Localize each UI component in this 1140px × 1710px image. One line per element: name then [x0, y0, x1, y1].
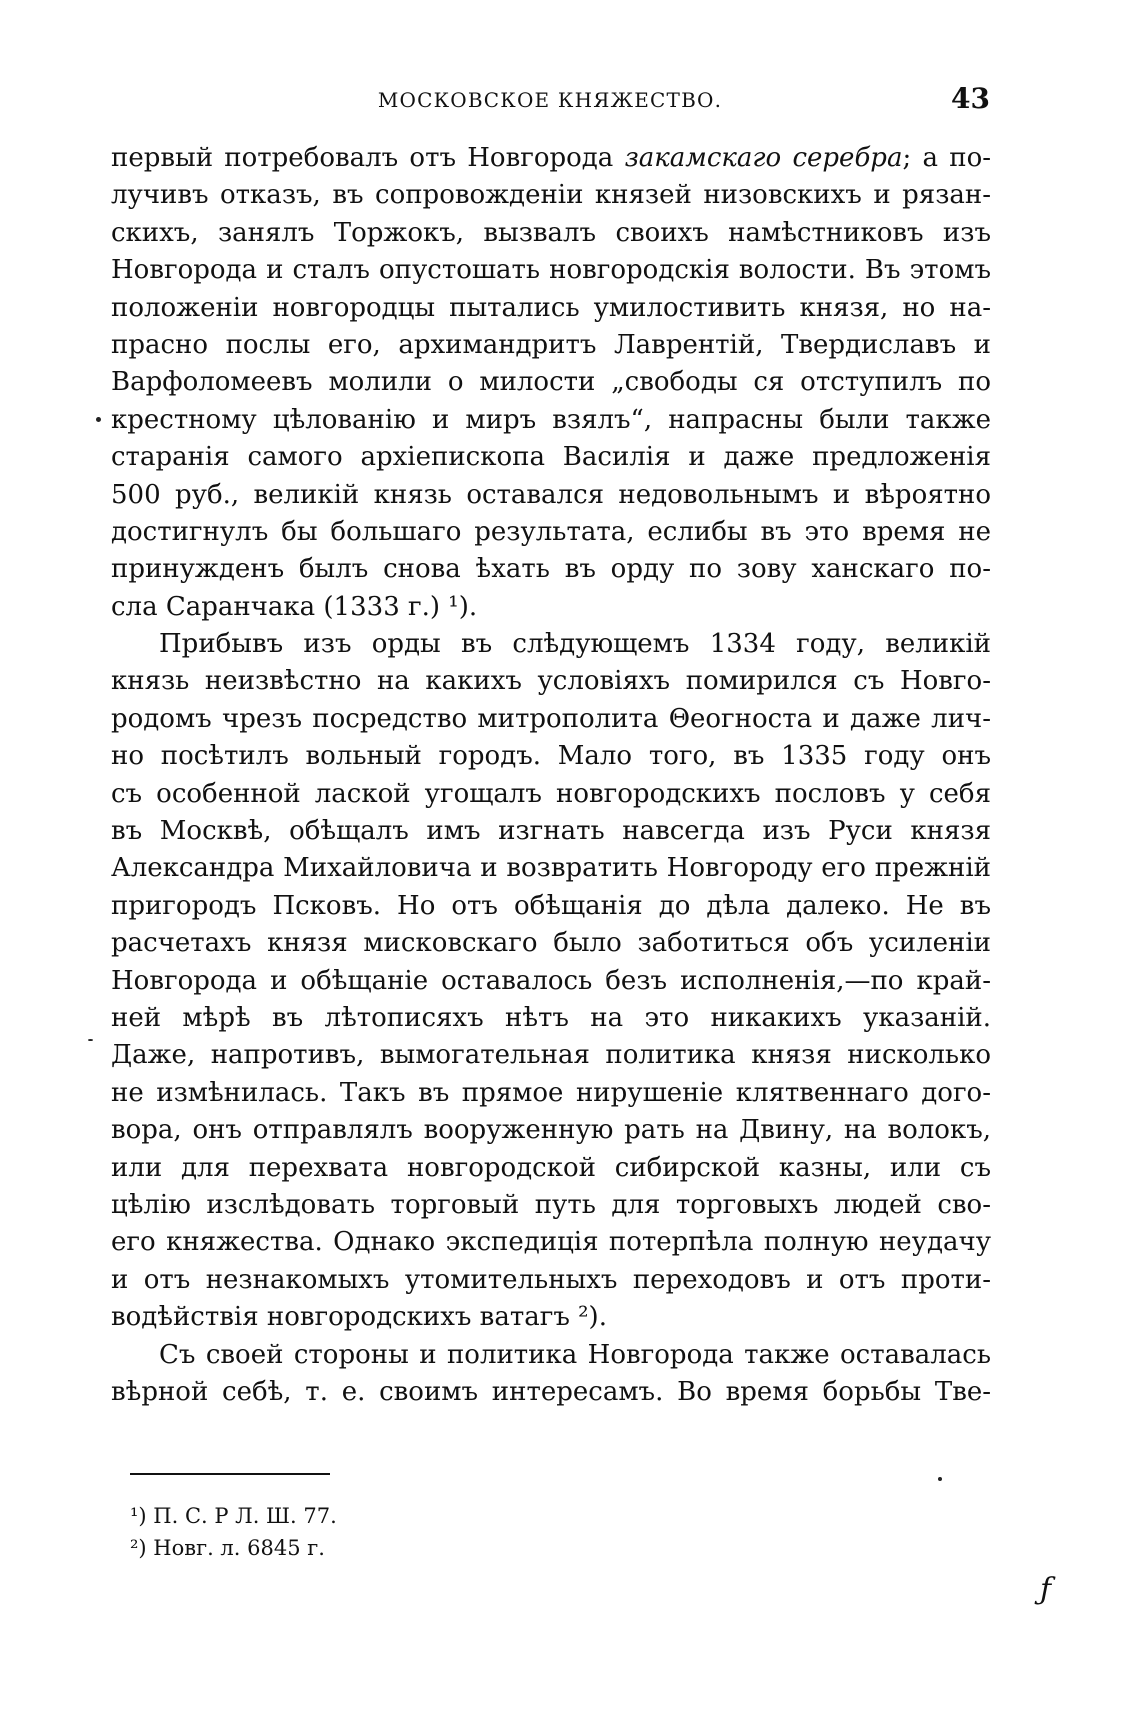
- ink-speck: [88, 1039, 93, 1041]
- text-line: [111, 1299, 991, 1336]
- line-text: пригородъ Псковъ. Но отъ обѣщанія до дѣла далеко. Не въ: [111, 890, 991, 921]
- text-line: [111, 477, 991, 514]
- text-line: [111, 813, 991, 850]
- text-line: [111, 1000, 991, 1037]
- text-line: [111, 1337, 991, 1374]
- text-line: [111, 439, 991, 476]
- running-title: МОСКОВСКОЕ КНЯЖЕСТВО.: [377, 88, 723, 112]
- text-line: [111, 1150, 991, 1187]
- text-line: [111, 1374, 991, 1411]
- line-text: но посѣтилъ вольный городъ. Мало того, въ 1335 году онъ: [111, 741, 991, 772]
- line-text: или для перехвата новгородской сибирской казны, или съ: [111, 1152, 991, 1183]
- text-line: [111, 215, 991, 252]
- text-line: [111, 888, 991, 925]
- line-text: крестному цѣлованію и миръ взялъ“, напрасны были также: [111, 404, 991, 435]
- line-text: прасно послы его, архимандритъ Лаврентій, Твердиславъ и: [111, 329, 991, 360]
- line-text: положеніи новгородцы пытались умилостивить князя, но на-: [111, 292, 991, 323]
- line-text: Прибывъ изъ орды въ слѣдующемъ 1334 году, великій: [159, 629, 991, 660]
- line-text: Александра Михайловича и возвратить Новгороду его прежній: [111, 853, 991, 884]
- text-line: [111, 327, 991, 364]
- text-line: [111, 850, 991, 887]
- line-text: вѣрной себѣ, т. е. своимъ интересамъ. Во время борьбы Тве-: [111, 1376, 991, 1407]
- line-text: достигнулъ бы большаго результата, еслибы въ это время не: [111, 516, 991, 547]
- text-line: [111, 140, 991, 177]
- line-text-tail: ; а по-: [902, 143, 992, 173]
- line-text: князь неизвѣстно на какихъ условіяхъ помирился съ Новго-: [111, 666, 991, 697]
- line-text: Новгорода и обѣщаніе оставалось безъ исполненія,—по край-: [111, 965, 991, 996]
- text-line: [111, 252, 991, 289]
- text-line: [111, 1075, 991, 1112]
- line-text: расчетахъ князя мисковскаго было заботиться объ усиленіи: [111, 928, 991, 959]
- text-line: [111, 925, 991, 962]
- text-line: [111, 290, 991, 327]
- text-line: [111, 589, 991, 626]
- line-text: Новгорода и сталъ опустошать новгородскія волости. Въ этомъ: [111, 255, 991, 286]
- text-line: [111, 701, 991, 738]
- ink-speck: [96, 417, 101, 422]
- line-text: родомъ чрезъ посредство митрополита Θеогноста и даже лич-: [111, 703, 991, 734]
- text-line: [111, 1037, 991, 1074]
- page-number: 43: [951, 82, 990, 115]
- text-line: [111, 1112, 991, 1149]
- emphasized-text: закамскаго серебра: [624, 143, 903, 173]
- footnote: ²) Новг. л. 6845 г.: [130, 1536, 325, 1560]
- text-line: [111, 738, 991, 775]
- line-text: сла Саранчака (1333 г.) ¹).: [111, 591, 478, 622]
- text-line: [111, 551, 991, 588]
- line-text: съ особенной лаской угощалъ новгородскихъ пословъ у себя: [111, 778, 991, 809]
- line-text: не измѣнилась. Такъ въ прямое нирушеніе клятвеннаго дого-: [111, 1077, 991, 1108]
- text-line: [111, 514, 991, 551]
- line-text: водѣйствія новгородскихъ ватагъ ²).: [111, 1302, 607, 1333]
- body-text: [111, 140, 991, 1411]
- page-header: [110, 82, 990, 122]
- line-text: старанія самого архіепископа Василія и даже предложенія: [111, 442, 991, 473]
- ink-speck: [938, 1477, 942, 1481]
- text-line: [111, 776, 991, 813]
- line-text: ней мѣрѣ въ лѣтописяхъ нѣтъ на это никакихъ указаній.: [111, 1002, 991, 1033]
- line-text: принужденъ былъ снова ѣхать въ орду по зову ханскаго по-: [111, 554, 991, 585]
- footnote: ¹) П. С. Р Л. Ш. 77.: [130, 1504, 337, 1528]
- line-text: и отъ незнакомыхъ утомительныхъ переходовъ и отъ проти-: [111, 1264, 991, 1295]
- line-text: вора, онъ отправлялъ вооруженную рать на Двину, на волокъ,: [111, 1115, 991, 1146]
- line-text: скихъ, занялъ Торжокъ, вызвалъ своихъ намѣстниковъ изъ: [111, 217, 991, 248]
- line-text: Варфоломеевъ молили о милости „свободы ся отступилъ по: [111, 367, 991, 398]
- ink-mark: ƒ: [1040, 1572, 1052, 1607]
- footnotes: [130, 1500, 830, 1564]
- text-line: [111, 177, 991, 214]
- line-text: лучивъ отказъ, въ сопровожденіи князей низовскихъ и рязан-: [111, 180, 991, 211]
- line-text: въ Москвѣ, обѣщалъ имъ изгнать навсегда изъ Руси князя: [111, 816, 991, 847]
- line-text: его княжества. Однако экспедиція потерпѣла полную неудачу: [111, 1227, 991, 1258]
- line-text: 500 руб., великій князь оставался недовольнымъ и вѣроятно: [111, 479, 991, 510]
- line-text: Даже, напротивъ, вымогательная политика князя нисколько: [111, 1040, 991, 1071]
- line-text: цѣлію изслѣдовать торговый путь для торговыхъ людей сво-: [111, 1189, 991, 1220]
- text-line: [111, 1224, 991, 1261]
- line-text: первый потребовалъ отъ Новгорода: [111, 143, 625, 173]
- text-line: [111, 663, 991, 700]
- footnote-rule: [130, 1473, 330, 1475]
- text-line: [111, 364, 991, 401]
- text-line: [111, 1187, 991, 1224]
- text-line: [111, 1262, 991, 1299]
- line-text: Съ своей стороны и политика Новгорода также оставалась: [159, 1339, 991, 1370]
- text-line: [111, 402, 991, 439]
- text-line: [111, 626, 991, 663]
- text-line: [111, 963, 991, 1000]
